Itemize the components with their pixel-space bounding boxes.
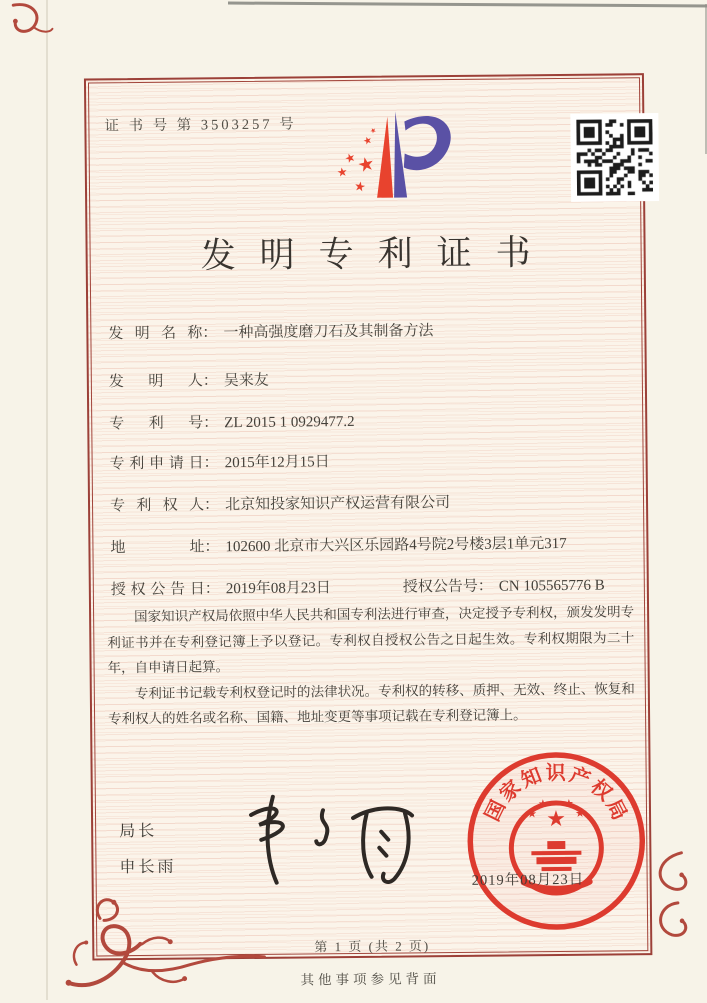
corner-flourish-bottom-right bbox=[631, 845, 694, 942]
svg-text:★: ★ bbox=[563, 796, 574, 810]
field-label: 专利号 bbox=[109, 415, 204, 433]
certificate-number: 证 书 号 第 3503257 号 bbox=[104, 116, 297, 135]
field-colon: ： bbox=[203, 497, 220, 514]
legal-text bbox=[107, 599, 635, 732]
field-value: 北京知投家知识产权运营有限公司 bbox=[224, 495, 451, 514]
field-colon: ： bbox=[202, 325, 218, 342]
field-row-invention-title bbox=[108, 317, 628, 343]
seal-char: 家 bbox=[495, 776, 526, 807]
field-value: CN 105565776 B bbox=[498, 577, 605, 595]
certificate-frame bbox=[84, 73, 652, 960]
commissioner-title: 局长 bbox=[119, 822, 158, 841]
qr-code bbox=[576, 119, 653, 196]
field-colon: ： bbox=[203, 455, 219, 472]
field-value: 一种高强度磨刀石及其制备方法 bbox=[223, 323, 434, 342]
svg-text:★: ★ bbox=[537, 797, 548, 811]
legal-paragraph-2: 专利证书记载专利权登记时的法律状况。专利权的转移、质押、无效、终止、恢复和专利权人的姓名或名称、国籍、地址变更等事项记载在专利登记簿上。 bbox=[108, 680, 635, 727]
seal-arc-text bbox=[460, 745, 652, 937]
legal-paragraph-1: 国家知识产权局依照中华人民共和国专利法进行审查，决定授予专利权，颁发发明专利证书并在专利登记簿上予以登记。专利权自授权公告之日起生效。专利权期限为二十年，自申请日起算。 bbox=[107, 604, 635, 676]
seal-char: 局 bbox=[601, 795, 631, 824]
logo-star-icon: ★ bbox=[335, 164, 349, 180]
field-value: 2015年12月15日 bbox=[224, 454, 330, 472]
corner-flourish-bottom-left bbox=[56, 883, 269, 1000]
field-colon: ： bbox=[203, 415, 219, 432]
field-label: 发明人 bbox=[108, 373, 203, 391]
logo-star-icon: ★ bbox=[361, 134, 374, 148]
field-row-grant-date bbox=[111, 573, 631, 599]
seal-char: 产 bbox=[566, 763, 594, 792]
field-colon: ： bbox=[477, 578, 493, 595]
commissioner-name: 申长雨 bbox=[119, 858, 177, 877]
svg-text:★: ★ bbox=[546, 806, 567, 833]
seal-char: 国 bbox=[481, 797, 511, 825]
logo-star-icon: ★ bbox=[368, 125, 379, 136]
official-seal bbox=[460, 745, 652, 937]
field-value: 2019年08月23日 bbox=[225, 580, 331, 598]
field-value: 102600 北京市大兴区乐园路4号院2号楼3层1单元317 bbox=[225, 535, 567, 556]
field-row-address bbox=[110, 531, 630, 557]
field-value: 吴来友 bbox=[223, 372, 269, 390]
field-label: 授权公告号 bbox=[402, 578, 478, 596]
field-row-patent-number bbox=[109, 407, 629, 433]
field-label: 专利申请日 bbox=[109, 455, 204, 473]
logo-star-icon: ★ bbox=[352, 179, 367, 196]
cnipa-logo bbox=[324, 103, 465, 206]
seal-char: 知 bbox=[518, 764, 545, 793]
svg-text:★: ★ bbox=[575, 806, 586, 820]
svg-text:★: ★ bbox=[527, 807, 538, 821]
seal-date: 2019年08月23日 bbox=[471, 871, 585, 889]
handwritten-signature bbox=[235, 783, 436, 895]
field-label: 授权公告日 bbox=[110, 581, 205, 599]
field-colon: ： bbox=[204, 581, 220, 598]
field-label: 发明名称 bbox=[108, 325, 203, 343]
field-label: 地址 bbox=[110, 539, 205, 557]
logo-star-icon: ★ bbox=[342, 149, 358, 167]
field-colon: ： bbox=[202, 373, 218, 390]
field-row-patentee bbox=[110, 489, 630, 515]
field-colon: ： bbox=[204, 539, 220, 556]
field-value: ZL 2015 1 0929477.2 bbox=[224, 413, 355, 432]
seal-char: 识 bbox=[545, 762, 566, 785]
field-row-filing-date bbox=[110, 447, 630, 473]
field-row-inventor bbox=[109, 365, 629, 391]
page-indicator: 第 1 页 (共 2 页) bbox=[314, 938, 431, 955]
corner-flourish-top-left bbox=[5, 3, 53, 45]
seal-char: 权 bbox=[586, 775, 616, 806]
logo-star-icon: ★ bbox=[355, 152, 377, 178]
field-grant-number bbox=[403, 574, 605, 597]
field-label: 专利权人 bbox=[109, 497, 205, 515]
certificate-title: 发明专利证书 bbox=[200, 233, 555, 276]
back-side-note: 其他事项参见背面 bbox=[300, 971, 441, 988]
